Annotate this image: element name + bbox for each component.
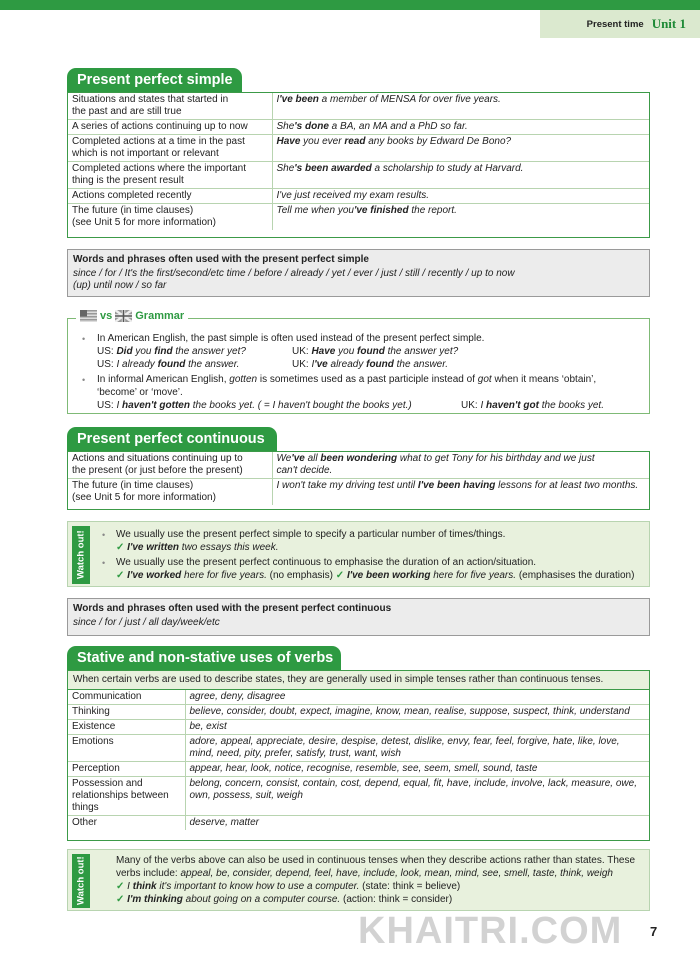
ppc-heading: Present perfect continuous <box>67 427 277 451</box>
verbs-cell <box>185 762 649 777</box>
words-line: (up) until now / so far <box>73 280 167 291</box>
grammar-title: Grammar <box>135 310 185 322</box>
cell-line: A series of actions continuing up to now <box>72 121 248 132</box>
bullet: • <box>82 334 86 344</box>
cell-line: which is not important or relevant <box>72 148 219 159</box>
bullet: • <box>102 558 106 568</box>
cell-line: Completed actions where the important <box>72 163 246 174</box>
verbs-cell <box>185 690 649 705</box>
cell-line: agree, deny, disagree <box>189 691 286 702</box>
table-row <box>68 777 649 816</box>
cell-line: the past and are still true <box>72 106 182 117</box>
cell-line: Actions completed recently <box>72 190 192 201</box>
category-cell <box>68 777 185 816</box>
use-cell <box>68 135 272 162</box>
cell-line: The future (in time clauses) <box>72 480 194 491</box>
bullet: • <box>82 375 86 385</box>
verbs-cell <box>185 777 649 816</box>
example-run: She <box>276 121 295 132</box>
example-run: Have <box>276 136 301 147</box>
cell-line: (see Unit 5 for more information) <box>72 217 216 228</box>
us-flag-icon <box>80 310 97 322</box>
grammar-uk-example: UK: I haven't got the books yet. <box>461 400 604 411</box>
cell-line: Situations and states that started in <box>72 94 229 105</box>
table-row <box>68 162 649 189</box>
grammar-line: In informal American English, gotten is sometimes used as a past participle instead of got when it means ‘obtain’, <box>97 374 597 385</box>
ppc-table <box>68 452 649 505</box>
cell-line: Actions and situations continuing up to <box>72 453 243 464</box>
section-label: Present time <box>586 18 644 30</box>
example-run: 's done <box>294 121 329 132</box>
table-row <box>68 816 649 831</box>
verbs-cell <box>185 720 649 735</box>
use-cell <box>68 452 272 479</box>
example-run: been wondering <box>320 453 398 464</box>
stative-table <box>68 690 649 830</box>
cell-line: mind, need, pity, prefer, satisfy, trust, want, wish <box>189 748 401 759</box>
table-row <box>68 189 649 204</box>
example-run: She <box>276 163 295 174</box>
grammar-us-example: US: Did you find the answer yet? <box>97 346 246 357</box>
grammar-uk-example: UK: I've already found the answer. <box>292 359 448 370</box>
use-cell <box>68 120 272 135</box>
example-cell <box>272 204 649 231</box>
table-row <box>68 705 649 720</box>
example-run: all <box>304 453 321 464</box>
cell-line: thing is the present result <box>72 175 184 186</box>
grammar-line: In American English, the past simple is often used instead of the present perfect simple. <box>97 333 485 344</box>
example-run: I've just received my exam results. <box>276 190 430 201</box>
table-row <box>68 479 649 506</box>
example-run: a scholarship to study at Harvard. <box>371 163 524 174</box>
cell-line: own, possess, suit, weigh <box>189 790 303 801</box>
example-cell <box>272 162 649 189</box>
cell-line: Perception <box>72 763 120 774</box>
example-run: a member of MENSA for over five years. <box>318 94 501 105</box>
cell-line: The future (in time clauses) <box>72 205 194 216</box>
cell-line: deserve, matter <box>189 817 259 828</box>
example-cell <box>272 452 649 479</box>
watch-example: ✓ I'm thinking about going on a computer course. (action: think = consider) <box>116 894 453 905</box>
use-cell <box>68 189 272 204</box>
table-row <box>68 452 649 479</box>
cell-line: belong, concern, consist, contain, cost, depend, equal, fit, have, include, involve, lack, measure, owe, <box>189 778 637 789</box>
grammar-us-example: US: I haven't gotten the books yet. ( = I haven't bought the books yet.) <box>97 400 412 411</box>
words-line: since / for / just / all day/week/etc <box>73 617 220 628</box>
example-run: 've <box>291 453 305 464</box>
grammar-us-example: US: I already found the answer. <box>97 359 240 370</box>
watch-example: ✓ I've written two essays this week. <box>116 542 279 553</box>
watch-line: We usually use the present perfect continuous to emphasise the duration of an action/situation. <box>116 557 537 568</box>
category-cell <box>68 762 185 777</box>
cell-line: Communication <box>72 691 142 702</box>
cell-line: Existence <box>72 721 116 732</box>
use-cell <box>68 162 272 189</box>
words-title: Words and phrases often used with the present perfect simple <box>73 254 369 265</box>
category-cell <box>68 690 185 705</box>
watch-out-label: Watch out! <box>72 854 90 908</box>
uk-flag-icon <box>115 310 132 322</box>
example-run: I won't take my driving test until <box>276 480 418 491</box>
category-cell <box>68 735 185 762</box>
verbs-cell <box>185 816 649 831</box>
words-box-continuous <box>67 598 650 636</box>
top-green-bar <box>0 0 700 10</box>
watch-example: ✓ I've worked here for five years. (no emphasis) ✓ I've been working here for five years. (emphasises the duration) <box>116 570 635 581</box>
stative-intro: When certain verbs are used to describe states, they are generally used in simple tenses rather than continuous tenses. <box>68 671 649 690</box>
page-number: 7 <box>650 924 658 939</box>
table-row <box>68 135 649 162</box>
cell-line: adore, appeal, appreciate, desire, despise, detest, dislike, envy, fear, feel, forgive, hate, like, love, <box>189 736 620 747</box>
ppc-table-box <box>67 451 650 510</box>
example-run: you ever <box>300 136 345 147</box>
verbs-cell <box>185 735 649 762</box>
cell-line: relationships between <box>72 790 169 801</box>
example-cell <box>272 93 649 120</box>
example-run: I <box>276 94 280 105</box>
table-row <box>68 735 649 762</box>
use-cell <box>68 93 272 120</box>
grammar-uk-example: UK: Have you found the answer yet? <box>292 346 459 357</box>
example-run: 've been <box>279 94 319 105</box>
table-row <box>68 93 649 120</box>
unit-tab <box>540 10 700 38</box>
table-row <box>68 690 649 705</box>
watch-example: ✓ I think it's important to know how to use a computer. (state: think = believe) <box>116 881 461 892</box>
unit-label: Unit 1 <box>651 16 686 31</box>
example-run: what to get Tony for his birthday and we just <box>397 453 595 464</box>
example-line: can't decide. <box>276 465 333 476</box>
grammar-line: ‘become’ or ‘move’. <box>97 387 183 398</box>
category-cell <box>68 720 185 735</box>
grammar-heading <box>76 310 188 322</box>
example-cell <box>272 135 649 162</box>
example-line <box>277 453 646 465</box>
category-cell <box>68 705 185 720</box>
example-run: a BA, an MA and a PhD so far. <box>328 121 468 132</box>
example-cell <box>272 120 649 135</box>
cell-line: things <box>72 802 99 813</box>
cell-line: Other <box>72 817 98 828</box>
example-run: Tell me when you <box>276 205 354 216</box>
words-title: Words and phrases often used with the present perfect continuous <box>73 603 392 614</box>
stative-heading: Stative and non-stative uses of verbs <box>67 646 341 670</box>
bullet: • <box>102 530 106 540</box>
cell-line: believe, consider, doubt, expect, imagine, know, mean, realise, suppose, suspect, think, understand <box>189 706 630 717</box>
cell-line: Possession and <box>72 778 143 789</box>
example-run: read <box>344 136 366 147</box>
example-run: I've been having <box>417 480 496 491</box>
pps-heading: Present perfect simple <box>67 68 242 92</box>
table-row <box>68 120 649 135</box>
watch-line: verbs include: appeal, be, consider, depend, feel, have, include, look, mean, mind, see, smell, taste, think, weigh <box>116 868 613 879</box>
watermark: KHAITRI.COM <box>358 910 623 952</box>
example-run: 've finished <box>353 205 409 216</box>
cell-line: (see Unit 5 for more information) <box>72 492 216 503</box>
words-line: since / for / It's the first/second/etc time / before / already / yet / ever / just / still / recently / up to now <box>73 268 515 279</box>
verbs-cell <box>185 705 649 720</box>
example-run: any books by Edward De Bono? <box>365 136 512 147</box>
example-cell <box>272 189 649 204</box>
example-run: 's been awarded <box>294 163 372 174</box>
example-run: lessons for at least two months. <box>495 480 639 491</box>
category-cell <box>68 816 185 831</box>
use-cell <box>68 204 272 231</box>
example-run: We <box>276 453 292 464</box>
stative-table-box <box>67 670 650 841</box>
cell-line: Completed actions at a time in the past <box>72 136 245 147</box>
example-cell <box>272 479 649 506</box>
table-row <box>68 762 649 777</box>
pps-table-box <box>67 92 650 238</box>
vs-label: vs <box>100 310 113 322</box>
table-row <box>68 720 649 735</box>
example-line <box>277 480 646 492</box>
use-cell <box>68 479 272 506</box>
pps-table <box>68 93 649 230</box>
cell-line: Emotions <box>72 736 114 747</box>
watch-out-label: Watch out! <box>72 526 90 584</box>
table-row <box>68 204 649 231</box>
cell-line: Thinking <box>72 706 110 717</box>
cell-line: appear, hear, look, notice, recognise, resemble, see, seem, smell, sound, taste <box>189 763 538 774</box>
watch-line: Many of the verbs above can also be used in continuous tenses when they describe actions rather than states. These <box>116 855 636 866</box>
cell-line: the present (or just before the present) <box>72 465 243 476</box>
watch-line: We usually use the present perfect simple to specify a particular number of times/things. <box>116 529 506 540</box>
words-box-simple <box>67 249 650 297</box>
example-run: the report. <box>408 205 457 216</box>
cell-line: be, exist <box>189 721 227 732</box>
